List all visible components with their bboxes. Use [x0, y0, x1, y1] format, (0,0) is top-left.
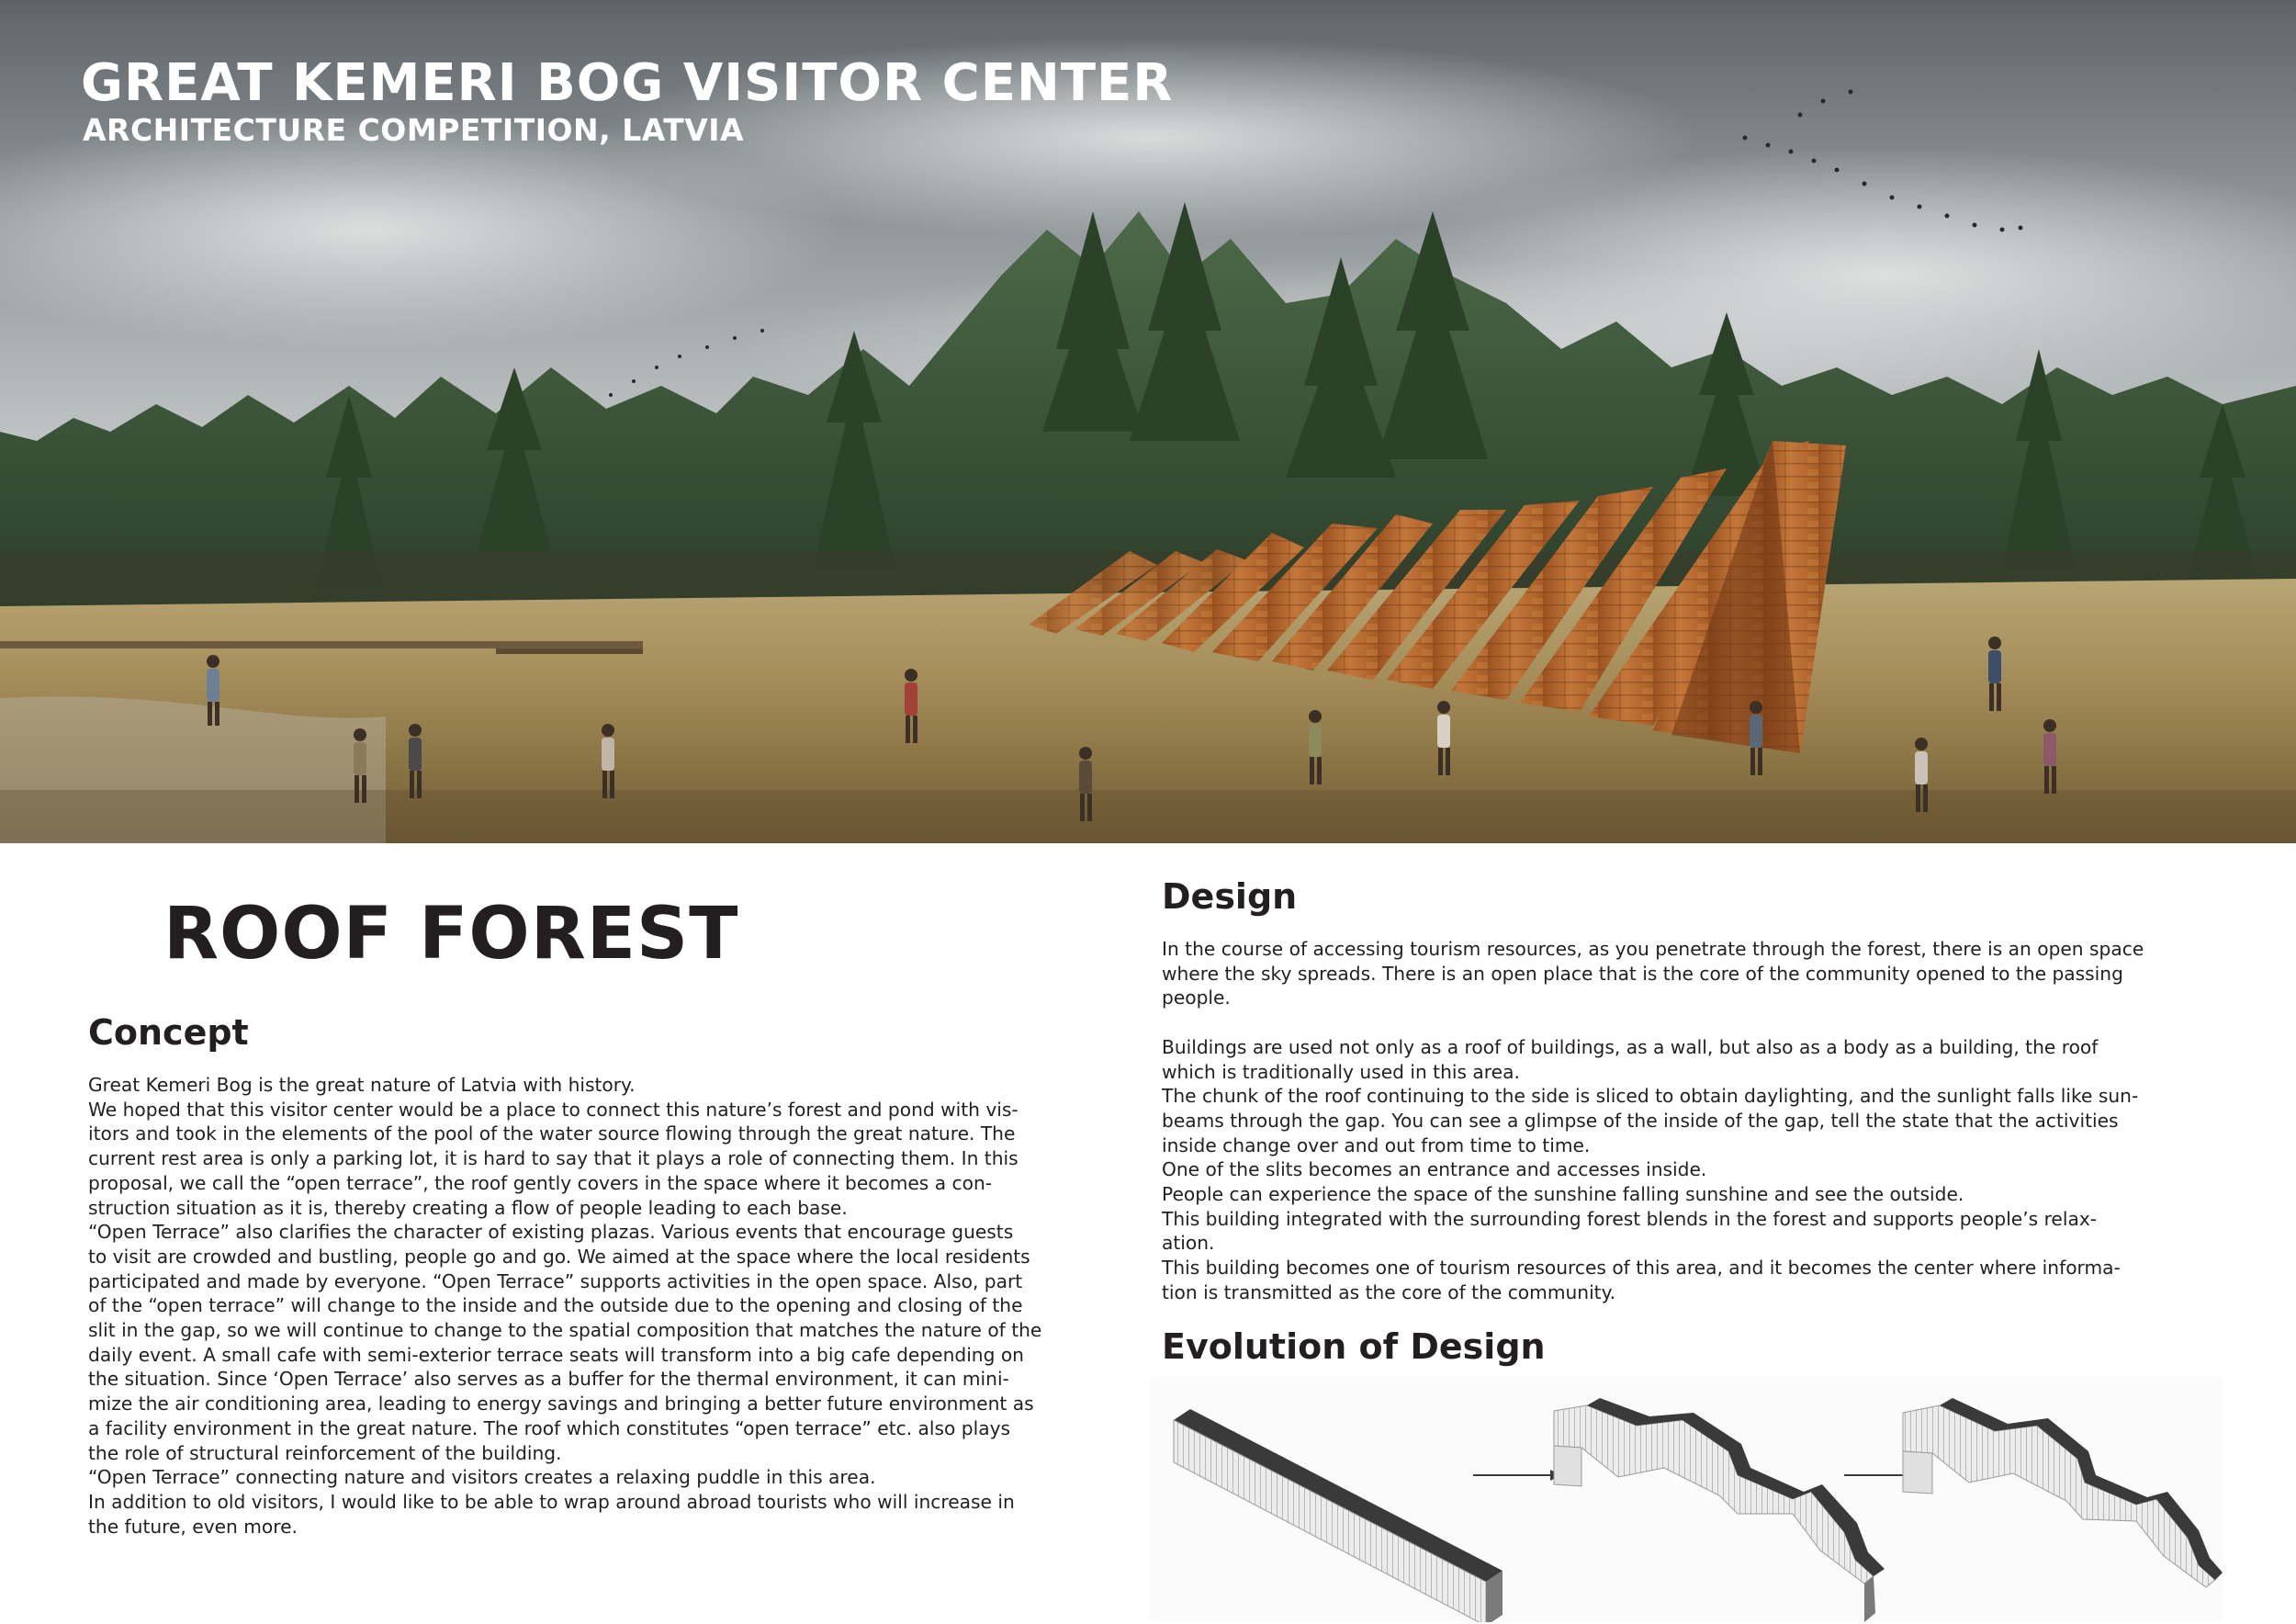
concept-line: current rest area is only a parking lot, it is hard to say that it plays a role of connecting them. In this	[88, 1147, 1019, 1170]
concept-line: Great Kemeri Bog is the great nature of Latvia with history.	[88, 1074, 636, 1096]
concept-line: the future, even more.	[88, 1515, 298, 1538]
design-line: inside change over and out from time to time.	[1162, 1133, 1591, 1156]
project-title: ROOF FOREST	[163, 893, 739, 976]
evolution-diagram	[1150, 1376, 2223, 1622]
concept-line: participated and made by everyone. “Open Terrace” supports activities in the open space. Also, part	[88, 1269, 1023, 1292]
design-line: This building becomes one of tourism resources of this area, and it becomes the center where informa-	[1162, 1257, 2121, 1280]
competition-title: GREAT KEMERI BOG VISITOR CENTER	[81, 53, 1174, 113]
concept-line: “Open Terrace” also clarifies the character of existing plazas. Various events that encourage guests	[88, 1221, 1014, 1244]
concept-line: “Open Terrace” connecting nature and visitors creates a relaxing puddle in this area.	[88, 1466, 876, 1489]
concept-line: In addition to old visitors, I would like to be able to wrap around abroad tourists who will increase in	[88, 1490, 1015, 1513]
concept-line: proposal, we call the “open terrace”, the roof gently covers in the space where it becomes a con-	[88, 1171, 993, 1194]
concept-text	[88, 1073, 1108, 1539]
evolution-stage-3	[1903, 1398, 2223, 1587]
concept-line: itors and took in the elements of the pool of the water source flowing through the great nature. The	[88, 1122, 1016, 1145]
design-line: In the course of accessing tourism resources, as you penetrate through the forest, there is an open space	[1162, 938, 2144, 960]
concept-line: a facility environment in the great nature. The roof which constitutes “open terrace” etc. also plays	[88, 1416, 1011, 1439]
design-line: beams through the gap. You can see a glimpse of the inside of the gap, tell the state that the activities	[1162, 1109, 2119, 1132]
design-heading: Design	[1162, 876, 1298, 917]
design-line: Buildings are used not only as a roof of buildings, as a wall, but also as a body as a building, the roof	[1162, 1035, 2099, 1058]
evolution-stage-2	[1554, 1398, 1885, 1622]
design-line: where the sky spreads. There is an open place that is the core of the community opened to the passing	[1162, 962, 2123, 985]
design-line: which is traditionally used in this area.	[1162, 1060, 1520, 1083]
concept-line: struction situation as it is, thereby creating a flow of people leading to each base.	[88, 1196, 848, 1219]
concept-line: of the “open terrace” will change to the inside and the outside due to the opening and closing of the	[88, 1294, 1023, 1317]
design-line: People can experience the space of the sunshine falling sunshine and see the outside.	[1162, 1183, 1964, 1206]
design-line: people.	[1162, 987, 1231, 1009]
concept-heading: Concept	[88, 1012, 249, 1053]
concept-line: We hoped that this visitor center would be a place to connect this nature’s forest and pond with vis-	[88, 1098, 1019, 1121]
paragraph-gap	[1162, 1010, 2181, 1035]
evolution-stage-1	[1174, 1409, 1503, 1622]
evolution-diagram-svg	[1150, 1376, 2223, 1622]
concept-line: daily event. A small cafe with semi-exterior terrace seats will transform into a big cafe depending on	[88, 1343, 1024, 1366]
design-line: One of the slits becomes an entrance and accesses inside.	[1162, 1158, 1707, 1181]
concept-line: to visit are crowded and bustling, people go and go. We aimed at the space where the local residents	[88, 1245, 1030, 1268]
concept-line: the role of structural reinforcement of the building.	[88, 1441, 562, 1464]
concept-line: mize the air conditioning area, leading to energy savings and bringing a better future environment as	[88, 1393, 1034, 1415]
design-line: tion is transmitted as the core of the community.	[1162, 1280, 1616, 1303]
concept-line: the situation. Since ‘Open Terrace’ also serves as a buffer for the thermal environment, it can mini-	[88, 1368, 1009, 1391]
design-line: The chunk of the roof continuing to the side is sliced to obtain daylighting, and the sunlight falls like sun-	[1162, 1085, 2139, 1108]
design-line: This building integrated with the surrounding forest blends in the forest and supports people’s relax-	[1162, 1207, 2098, 1230]
arrow-icon	[1473, 1470, 1561, 1481]
design-line: ation.	[1162, 1232, 1215, 1255]
design-text	[1162, 937, 2181, 1305]
evolution-heading: Evolution of Design	[1162, 1326, 1546, 1367]
concept-line: slit in the gap, so we will continue to change to the spatial composition that matches the nature of the	[88, 1319, 1042, 1342]
competition-subtitle: ARCHITECTURE COMPETITION, LATVIA	[83, 112, 745, 148]
